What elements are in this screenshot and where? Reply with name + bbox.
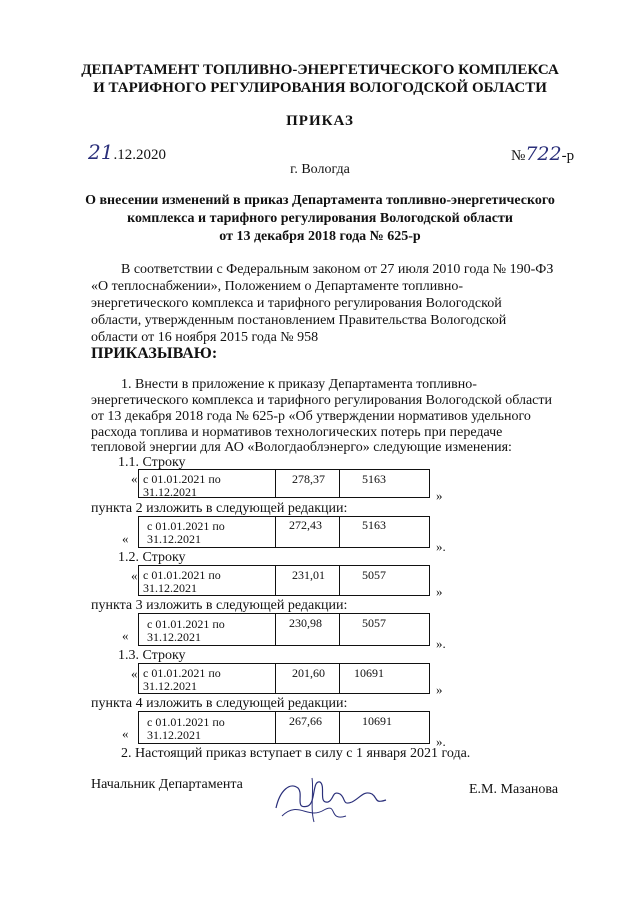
sub3-label: 1.3. Строку <box>118 648 186 663</box>
value-cell: 231,01 <box>275 566 339 595</box>
value-cell: 278,37 <box>275 470 339 497</box>
city: г. Вологда <box>290 162 350 177</box>
value-cell: 201,60 <box>275 664 339 693</box>
count-cell: 5057 <box>339 614 430 645</box>
value-cell: 272,43 <box>275 517 339 547</box>
table-row-old-1 <box>138 469 430 498</box>
subject-line3: от 13 декабря 2018 года № 625-р <box>219 229 421 244</box>
quote-open: « <box>122 726 129 741</box>
quote-close: » <box>436 584 443 599</box>
quote-close-dot: ». <box>436 539 446 554</box>
item1-line4: расхода топлива и нормативов технологических потерь при передаче <box>91 425 503 440</box>
period-cell: с 01.01.2021 по 31.12.2021 <box>143 666 221 693</box>
item1-line2: энергетического комплекса и тарифного регулирования Вологодской области <box>91 393 553 408</box>
number-suffix: -р <box>561 148 575 164</box>
item1-line5: тепловой энергии для АО «Вологдаоблэнерго» следующие изменения: <box>91 440 512 455</box>
period-cell: с 01.01.2021 по 31.12.2021 <box>147 519 225 546</box>
signature-position: Начальник Департамента <box>91 777 243 792</box>
count-cell: 5163 <box>339 517 430 547</box>
quote-open: « <box>131 471 138 486</box>
preamble-line1: В соответствии с Федеральным законом от 27 июля 2010 года № 190-ФЗ <box>121 262 554 277</box>
preamble-line2: «О теплоснабжении», Положением о Департаменте топливно- <box>91 279 463 294</box>
count-cell: 10691 <box>339 664 430 693</box>
period-cell: с 01.01.2021 по 31.12.2021 <box>143 568 221 595</box>
sub2-label: 1.2. Строку <box>118 550 186 565</box>
date-rest: .12.2020 <box>113 147 166 163</box>
quote-open: « <box>131 666 138 681</box>
handwritten-signature <box>268 760 398 830</box>
item2: 2. Настоящий приказ вступает в силу с 1 января 2021 года. <box>121 746 471 761</box>
table-row-old-3 <box>138 663 430 694</box>
quote-close-dot: ». <box>436 636 446 651</box>
count-cell: 10691 <box>339 712 430 743</box>
sub3-edit: пункта 4 изложить в следующей редакции: <box>91 696 348 711</box>
sub2-edit: пункта 3 изложить в следующей редакции: <box>91 598 348 613</box>
table-row-new-1 <box>138 516 430 548</box>
sub1-label: 1.1. Строку <box>118 455 186 470</box>
period-cell: с 01.01.2021 по 31.12.2021 <box>147 617 225 644</box>
subject-line1: О внесении изменений в приказ Департамента топливно-энергетического <box>85 193 555 208</box>
department-name-line2: И ТАРИФНОГО РЕГУЛИРОВАНИЯ ВОЛОГОДСКОЙ ОБЛАСТИ <box>93 80 547 96</box>
item1-line3: от 13 декабря 2018 года № 625-р «Об утверждении нормативов удельного <box>91 409 531 424</box>
table-row-new-2 <box>138 613 430 646</box>
handwritten-day: 21 <box>88 140 114 164</box>
document-type: ПРИКАЗ <box>286 113 354 129</box>
quote-close: » <box>436 682 443 697</box>
quote-open: « <box>122 531 129 546</box>
quote-close: » <box>436 488 443 503</box>
count-cell: 5163 <box>339 470 430 497</box>
department-name-line1: ДЕПАРТАМЕНТ ТОПЛИВНО-ЭНЕРГЕТИЧЕСКОГО КОМПЛЕКСА <box>81 62 559 78</box>
table-row-old-2 <box>138 565 430 596</box>
value-cell: 267,66 <box>275 712 339 743</box>
count-cell: 5057 <box>339 566 430 595</box>
preamble-line3: энергетического комплекса и тарифного регулирования Вологодской <box>91 296 502 311</box>
quote-open: « <box>122 628 129 643</box>
value-cell: 230,98 <box>275 614 339 645</box>
table-row-new-3 <box>138 711 430 744</box>
quote-open: « <box>131 568 138 583</box>
sub1-edit: пункта 2 изложить в следующей редакции: <box>91 501 348 516</box>
order-word: ПРИКАЗЫВАЮ: <box>91 345 218 362</box>
item1-line1: 1. Внести в приложение к приказу Департамента топливно- <box>121 377 477 392</box>
preamble-line5: области от 16 ноября 2015 года № 958 <box>91 330 319 345</box>
period-cell: с 01.01.2021 по 31.12.2021 <box>147 715 225 742</box>
signature-name: Е.М. Мазанова <box>469 782 559 797</box>
number-prefix: № <box>511 148 526 164</box>
preamble-line4: области, утвержденным постановлением Правительства Вологодской <box>91 313 507 328</box>
order-date <box>88 140 166 164</box>
quote-close-dot: ». <box>436 734 446 749</box>
period-cell: с 01.01.2021 по 31.12.2021 <box>143 472 221 499</box>
handwritten-number: 722 <box>525 143 562 165</box>
subject-line2: комплекса и тарифного регулирования Вологодской области <box>127 211 513 226</box>
